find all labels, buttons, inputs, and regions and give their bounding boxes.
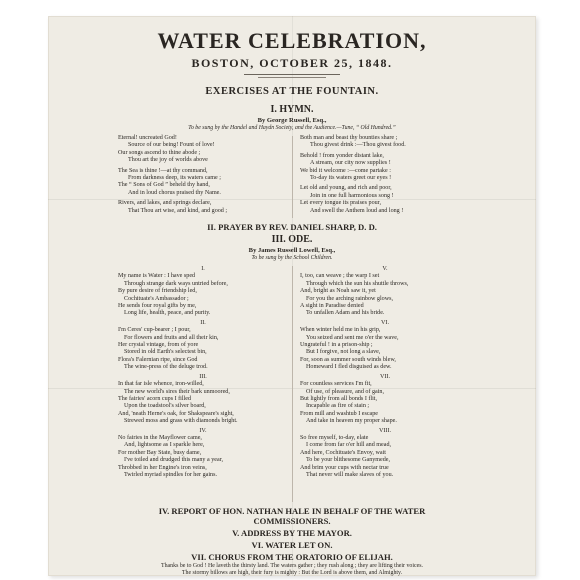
verse-line: I've toiled and drudged this many a year, — [124, 457, 223, 464]
verse-line: Through strange dark ways untried before, — [124, 280, 228, 287]
stanza-number: III. — [199, 373, 207, 380]
chorus-text — [70, 563, 514, 576]
verse-line: We bid it welcome :—come partake : — [300, 167, 391, 174]
stanza-number: I. — [201, 266, 205, 272]
verse-line: Long life, health, peace, and purity. — [124, 310, 211, 317]
verse-line: Our songs ascend to thine abode ; — [118, 149, 201, 156]
verse-line: Homeward I fled disguised as dew. — [306, 364, 392, 371]
verse-line: By pure desire of friendship led, — [118, 288, 197, 295]
verse-line: Upon the toadstool's silver board, — [124, 403, 206, 410]
ode-left-column — [118, 266, 288, 479]
verse-line: But I forgive, not long a slave, — [306, 349, 381, 356]
verse-line: Both man and beast thy bounties share ; — [300, 135, 398, 141]
verse-line: The Sea is thine !—at thy command, — [118, 167, 208, 174]
verse-line: For flowers and fruits and all their kin, — [124, 334, 219, 341]
verse-line: You seized and sent me o'er the wave, — [306, 334, 399, 341]
verse-line: Join in one full harmonious song ! — [310, 192, 394, 199]
column-divider — [292, 136, 293, 218]
verse-line: I'm Ceres' cup-bearer ; I pour, — [118, 327, 191, 334]
chorus-heading: VII. CHORUS FROM THE ORATORIO OF ELIJAH. — [191, 552, 393, 562]
verse-line: The new world's sires their bark unmoored, — [124, 388, 230, 395]
address-heading: V. ADDRESS BY THE MAYOR. — [232, 528, 352, 538]
verse-line: When winter held me in his grip, — [300, 327, 381, 334]
ode-note: To be sung by the School Children. — [251, 255, 333, 261]
verse-line: And, 'neath Herne's oak, for Shakspeare's sight, — [118, 410, 234, 417]
verse-line: Let every tongue its praises pour, — [300, 200, 381, 207]
verse-line: For you the arching rainbow glows, — [306, 295, 393, 302]
verse-line: Incapable as fire of stain ; — [306, 403, 370, 410]
stanza-number: VI. — [381, 319, 389, 326]
verse-line: Behold ! from yonder distant lake, — [300, 152, 384, 159]
stanza-number: II. — [200, 319, 206, 326]
verse-line: To-day its waters greet our eyes ! — [310, 175, 392, 182]
water-let-on-heading: VI. WATER LET ON. — [251, 540, 333, 550]
verse-line: And, lightsome as I sparkle here, — [124, 442, 205, 449]
exercises-heading: EXERCISES AT THE FOUNTAIN. — [205, 86, 379, 97]
stanza-number: VII. — [380, 373, 390, 380]
verse-line: And swell the Anthem loud and long ! — [310, 207, 404, 214]
verse-line: To unfallen Adam and his bride. — [306, 310, 385, 317]
stanza-number: IV. — [199, 427, 207, 434]
verse-line: For countless services I'm fit, — [300, 381, 372, 388]
hymn-note: To be sung by the Handel and Haydn Society, and the Audience.—Tune, “ Old Hundred.” — [188, 125, 396, 131]
verse-line: My name is Water : I have sped — [118, 273, 196, 280]
verse-line: The “ Sons of God ” beheld thy hand, — [118, 182, 210, 189]
verse-line: Strewed moss and grass with diamonds bright. — [124, 418, 238, 425]
verse-line: He sends four royal gifts by me, — [118, 303, 197, 310]
verse-line: Ungrateful ! in a prison-ship ; — [300, 342, 373, 349]
verse-line: No fairies in the Mayflower came, — [118, 434, 202, 441]
verse-line: Twirled myriad spindles for her gains. — [124, 471, 217, 478]
hymn-right-column — [300, 135, 406, 215]
prayer-heading: II. PRAYER BY REV. DANIEL SHARP, D. D. — [207, 222, 377, 232]
verse-line: Thou art the joy of worlds above — [128, 157, 208, 164]
verse-line: And in loud chorus praised thy Name. — [128, 189, 221, 196]
page-subtitle: BOSTON, OCTOBER 25, 1848. — [191, 56, 393, 70]
hymn-author: By George Russell, Esq., — [257, 117, 327, 124]
hymn-left-column — [118, 135, 227, 215]
verse-line: Thou givest drink :—Thou givest food. — [310, 142, 406, 149]
verse-line: Cochituate's Ambassador ; — [124, 295, 189, 302]
stanza-number: VIII. — [378, 427, 391, 434]
verse-line: I come from far o'er hill and mead, — [306, 442, 392, 449]
verse-line: To be your blithesome Ganymede, — [306, 457, 391, 464]
verse-line: But lightly from all bonds I flit, — [300, 395, 378, 402]
hymn-heading: I. HYMN. — [270, 104, 314, 115]
verse-line: Flora's Falernian ripe, since God — [118, 356, 198, 363]
verse-line: Rivers, and lakes, and springs declare, — [118, 200, 212, 207]
verse-line: Of use, of pleasure, and of gain, — [306, 388, 385, 395]
verse-line: From mill and washtub I escape — [300, 410, 379, 417]
verse-line: The wine-press of the deluge trod. — [124, 364, 208, 371]
verse-line: Eternal! uncreated God! — [118, 135, 177, 141]
verse-line: Let old and young, and rich and poor, — [300, 185, 392, 192]
verse-line: A stream, our city now supplies ! — [310, 160, 391, 167]
column-divider — [292, 266, 293, 502]
verse-line: So free myself, to-day, elate — [300, 434, 369, 441]
verse-line: And take in heaven my proper shape. — [306, 418, 397, 425]
divider — [244, 74, 340, 75]
verse-line: The fairies' acorn cups I filled — [118, 395, 192, 402]
verse-line: And brim your cups with nectar true — [300, 464, 389, 471]
verse-line: Stored in old Earth's selectest bin, — [124, 349, 207, 356]
divider — [258, 77, 326, 78]
verse-line: Her crystal vintage, from of yore — [118, 342, 199, 349]
report-heading-line2: COMMISSIONERS. — [253, 516, 331, 526]
verse-line: For mother Bay State, busy dame, — [118, 449, 202, 456]
verse-line: And, bright as Noah saw it, yet — [300, 288, 376, 295]
ode-heading: III. ODE. — [271, 234, 313, 245]
verse-line: In that far isle whence, iron-willed, — [118, 381, 204, 388]
verse-line: Throbbed in her Engine's iron veins, — [118, 464, 207, 471]
ode-author: By James Russell Lowell, Esq., — [248, 247, 336, 254]
chorus-line: Thanks be to God ! He laveth the thirsty land. The waters gather ; they rush along ; they are lifting their voices. — [161, 563, 423, 569]
chorus-line: The stormy billows are high, their fury is mighty : But the Lord is above them, and Almighty. — [181, 570, 403, 576]
stanza-number: V. — [382, 266, 388, 272]
verse-line: I, too, can weave ; the warp I set — [300, 273, 380, 280]
verse-line: For, soon as summer south winds blew, — [300, 356, 396, 363]
verse-line: That Thou art wise, and kind, and good ; — [128, 207, 228, 214]
page-title: WATER CELEBRATION, — [157, 28, 427, 53]
verse-line: A sight in Paradise denied — [300, 303, 364, 310]
verse-line: Source of our being! Fount of love! — [128, 142, 215, 149]
verse-line: And here, Cochituate's Envoy, wait — [300, 449, 386, 456]
verse-line: That never will make slaves of you. — [306, 471, 394, 478]
verse-line: Through which the sun his shuttle throws, — [306, 280, 409, 287]
verse-line: From darkness deep, its waters came ; — [128, 175, 221, 182]
report-heading-line1: IV. REPORT OF HON. NATHAN HALE IN BEHALF OF THE WATER — [158, 506, 426, 516]
broadside-sheet — [48, 16, 536, 576]
ode-right-column — [300, 266, 470, 479]
